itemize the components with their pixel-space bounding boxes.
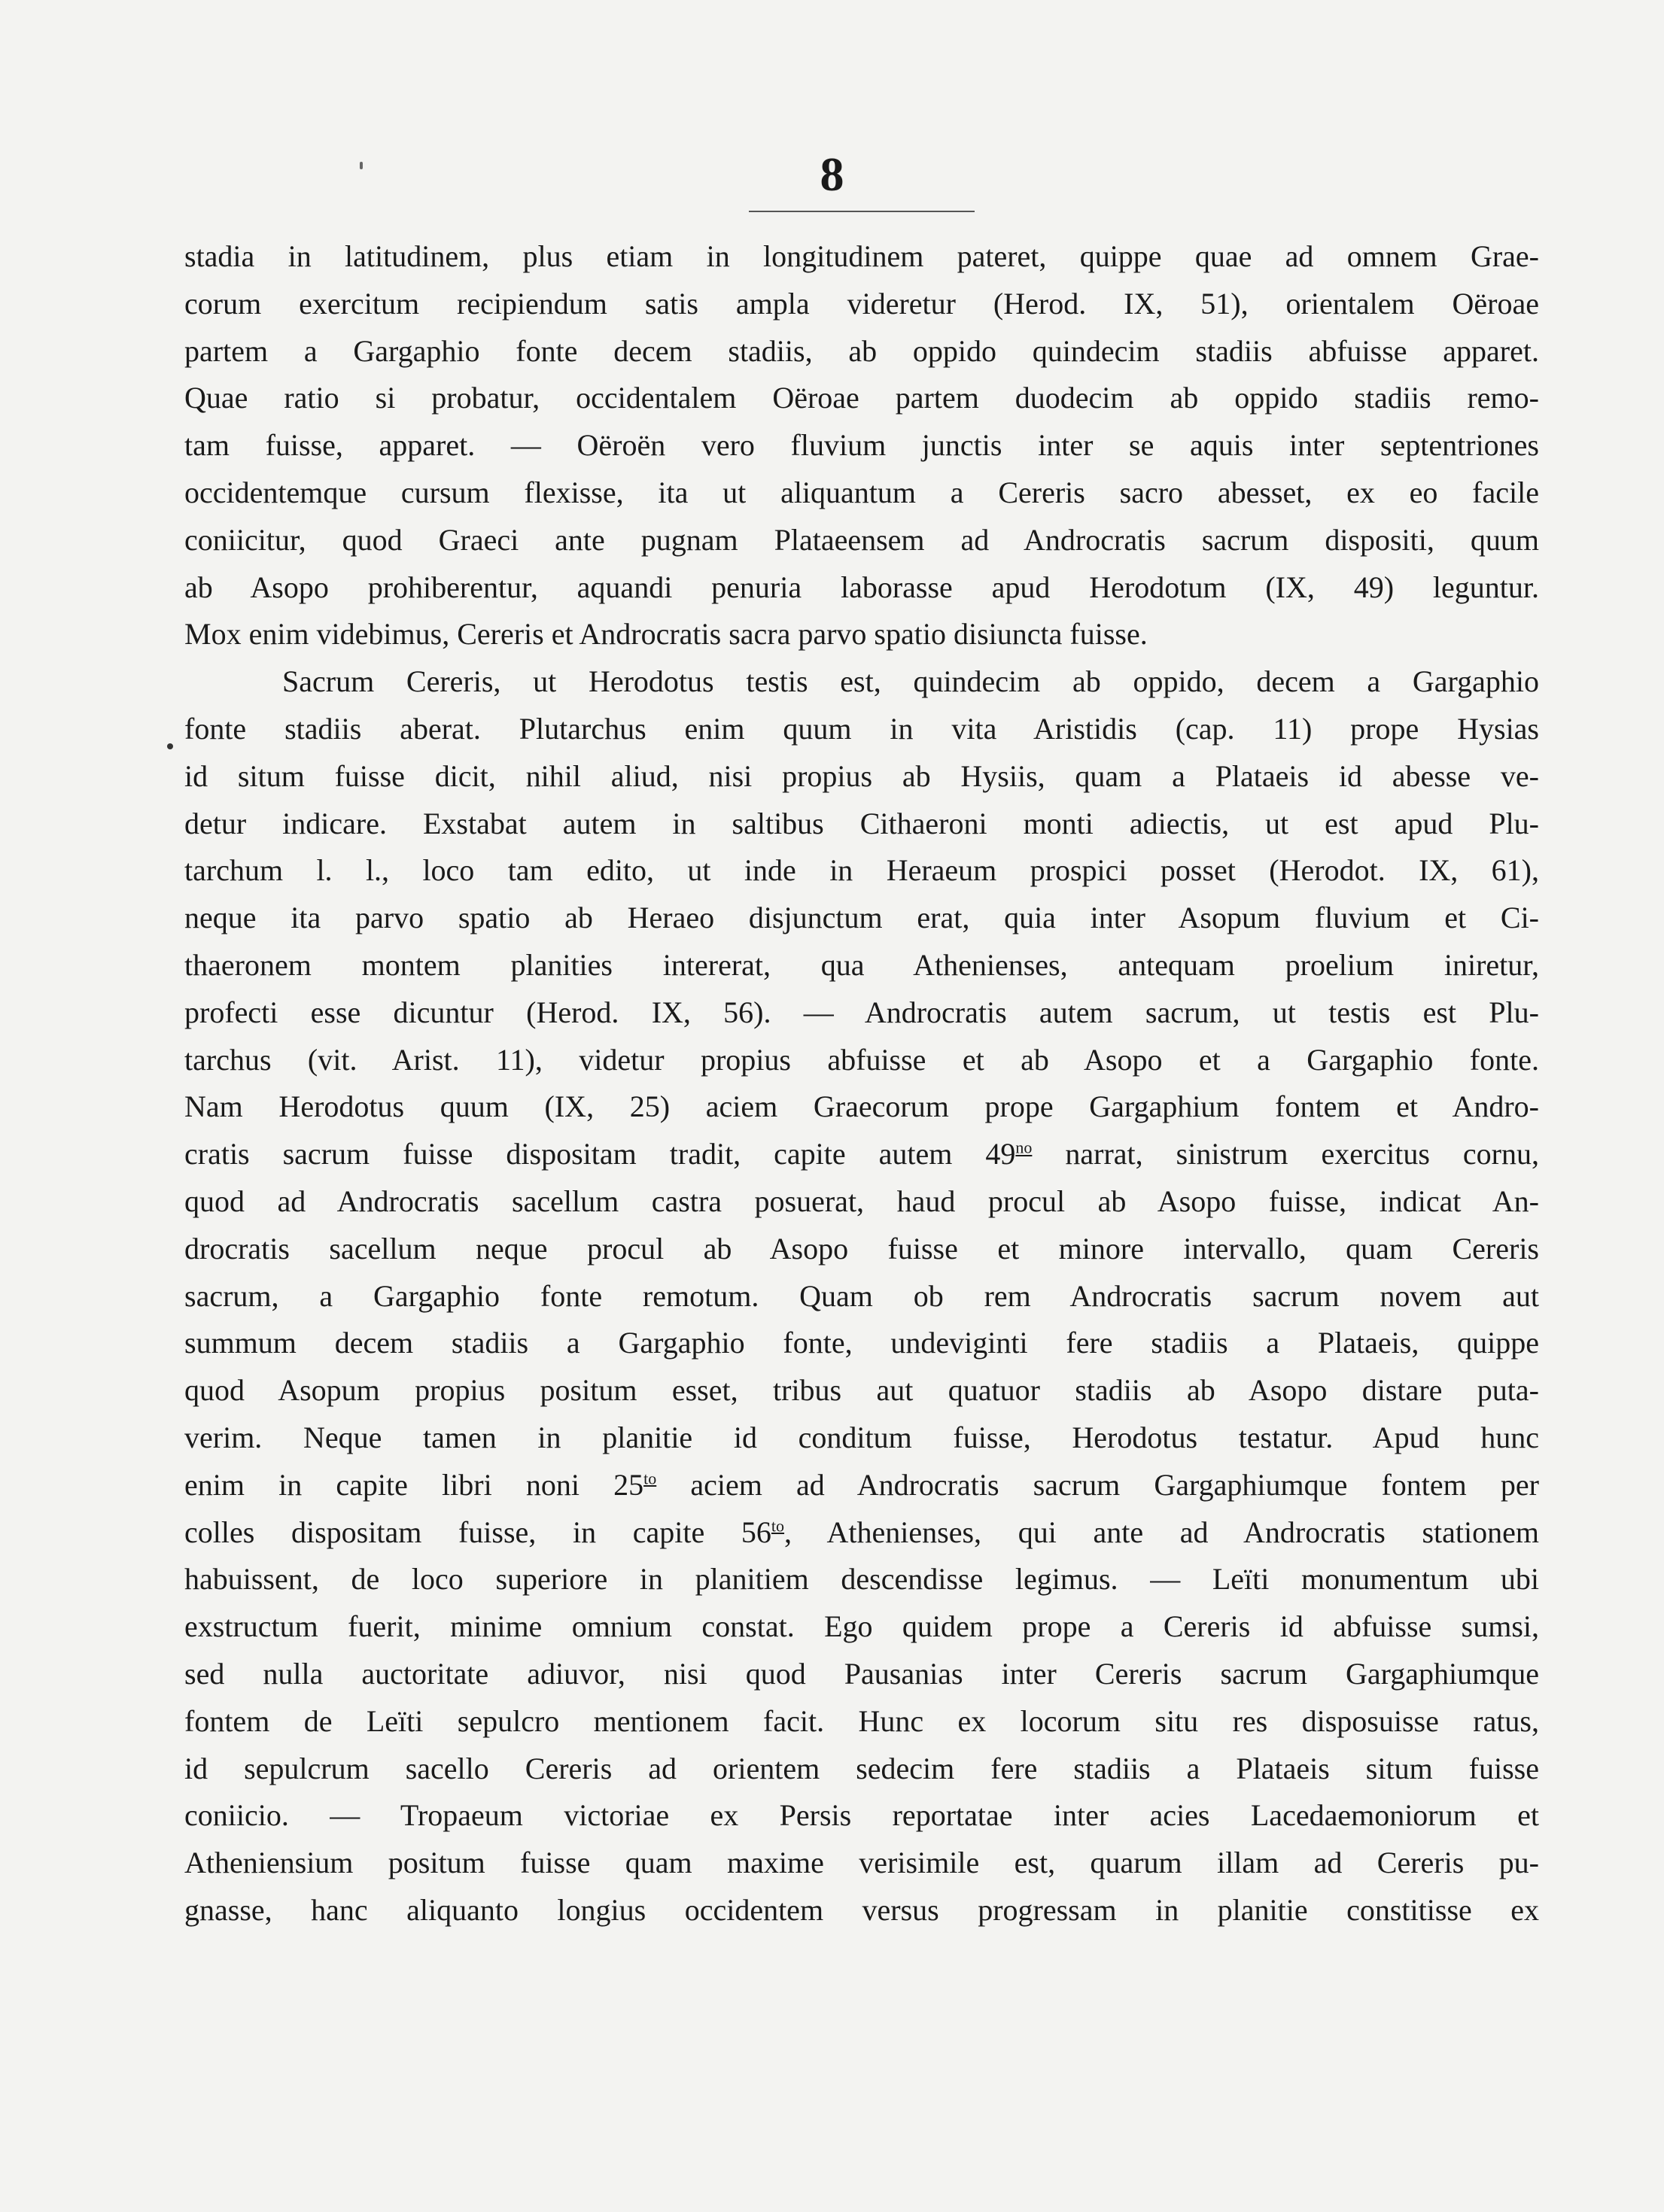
body-text [184,233,1539,1934]
text-line: id sepulcrum sacello Cereris ad orientem sedecim fere stadiis a Plataeis situm fuisse [184,1751,1539,1785]
speck-mark [360,162,363,169]
text-line: occidentemque cursum flexisse, ita ut aliquantum a Cereris sacro abesset, ex eo facile [184,475,1539,509]
text-line: Mox enim videbimus, Cereris et Androcratis sacra parvo spatio disiuncta fuisse. [184,617,1148,652]
text-line: id situm fuisse dicit, nihil aliud, nisi propius ab Hysiis, quam a Plataeis id abesse ve- [184,758,1539,793]
text-line: Atheniensium positum fuisse quam maxime verisimile est, quarum illam ad Cereris pu- [184,1846,1539,1880]
paragraph-start-line: Sacrum Cereris, ut Herodotus testis est, quindecim ab oppido, decem a Gargaphio [282,664,1539,699]
text-line: thaeronem montem planities intererat, qua Athenienses, antequam proelium iniretur, [184,947,1539,982]
superscript: to [771,1516,785,1536]
text-line: tarchum l. l., loco tam edito, ut inde in Heraeum prospici posset (Herodot. IX, 61), [184,853,1539,888]
superscript: no [1015,1138,1033,1157]
text-line: fonte stadiis aberat. Plutarchus enim quum in vita Aristidis (cap. 11) prope Hysias [184,711,1539,746]
text-line: coniicio. — Tropaeum victoriae ex Persis reportatae inter acies Lacedaemoniorum et [184,1798,1539,1833]
text-line: neque ita parvo spatio ab Heraeo disjunctum erat, quia inter Asopum fluvium et Ci- [184,901,1539,935]
margin-mark [167,743,173,749]
text-line: tarchus (vit. Arist. 11), videtur propius abfuisse et ab Asopo et a Gargaphio fonte. [184,1042,1539,1077]
text-line: exstructum fuerit, minime omnium constat. Ego quidem prope a Cereris id abfuisse sumsi, [184,1609,1539,1644]
text-line: partem a Gargaphio fonte decem stadiis, ab oppido quindecim stadiis abfuisse apparet. [184,333,1539,368]
text-line: corum exercitum recipiendum satis ampla videretur (Herod. IX, 51), orientalem Oëroae [184,286,1539,321]
superscript: to [643,1469,657,1488]
header-rule [749,211,975,212]
text-line: profecti esse dicuntur (Herod. IX, 56). — Androcratis autem sacrum, ut testis est Plu- [184,995,1539,1029]
text-line: sacrum, a Gargaphio fonte remotum. Quam ob rem Androcratis sacrum novem aut [184,1278,1539,1313]
text-line: detur indicare. Exstabat autem in saltibus Cithaeroni monti adiectis, ut est apud Plu- [184,806,1539,840]
text-line: drocratis sacellum neque procul ab Asopo fuisse et minore intervallo, quam Cereris [184,1231,1539,1266]
text-line: colles dispositam fuisse, in capite $56^{to}$, Athenienses, qui ante ad Androcratis stationem [184,1515,1539,1549]
text-line: sed nulla auctoritate adiuvor, nisi quod Pausanias inter Cereris sacrum Gargaphiumque [184,1656,1539,1691]
text-line: gnasse, hanc aliquanto longius occidentem versus progressam in planitie constitisse ex [184,1892,1539,1927]
text-line: Nam Herodotus quum (IX, 25) aciem Graecorum prope Gargaphium fontem et Andro- [184,1089,1539,1124]
text-line: summum decem stadiis a Gargaphio fonte, undeviginti fere stadiis a Plataeis, quippe [184,1326,1539,1360]
text-line: Quae ratio si probatur, occidentalem Oëroae partem duodecim ab oppido stadiis remo- [184,381,1539,415]
text-line: ab Asopo prohiberentur, aquandi penuria laborasse apud Herodotum (IX, 49) leguntur. [184,570,1539,604]
text-line: quod Asopum propius positum esset, tribus aut quatuor stadiis ab Asopo distare puta- [184,1373,1539,1408]
page-number: 8 [820,147,844,201]
text-line: stadia in latitudinem, plus etiam in longitudinem pateret, quippe quae ad omnem Grae- [184,239,1539,273]
text-line: enim in capite libri noni $25^{to}$ aciem ad Androcratis sacrum Gargaphiumque fontem per [184,1467,1539,1502]
text-line: habuissent, de loco superiore in planitiem descendisse legimus. — Leïti monumentum ubi [184,1562,1539,1597]
text-line: fontem de Leïti sepulcro mentionem facit. Hunc ex locorum situ res disposuisse ratus, [184,1703,1539,1738]
text-line: tam fuisse, apparet. — Oëroën vero fluvium junctis inter se aquis inter septentriones [184,428,1539,463]
text-line: coniicitur, quod Graeci ante pugnam Plataeensem ad Androcratis sacrum dispositi, quum [184,522,1539,557]
text-line: cratis sacrum fuisse dispositam tradit, capite autem $49^{no}$ narrat, sinistrum exercitus cornu, [184,1137,1539,1171]
text-line: quod ad Androcratis sacellum castra posuerat, haud procul ab Asopo fuisse, indicat An- [184,1183,1539,1218]
text-line: verim. Neque tamen in planitie id conditum fuisse, Herodotus testatur. Apud hunc [184,1420,1539,1454]
